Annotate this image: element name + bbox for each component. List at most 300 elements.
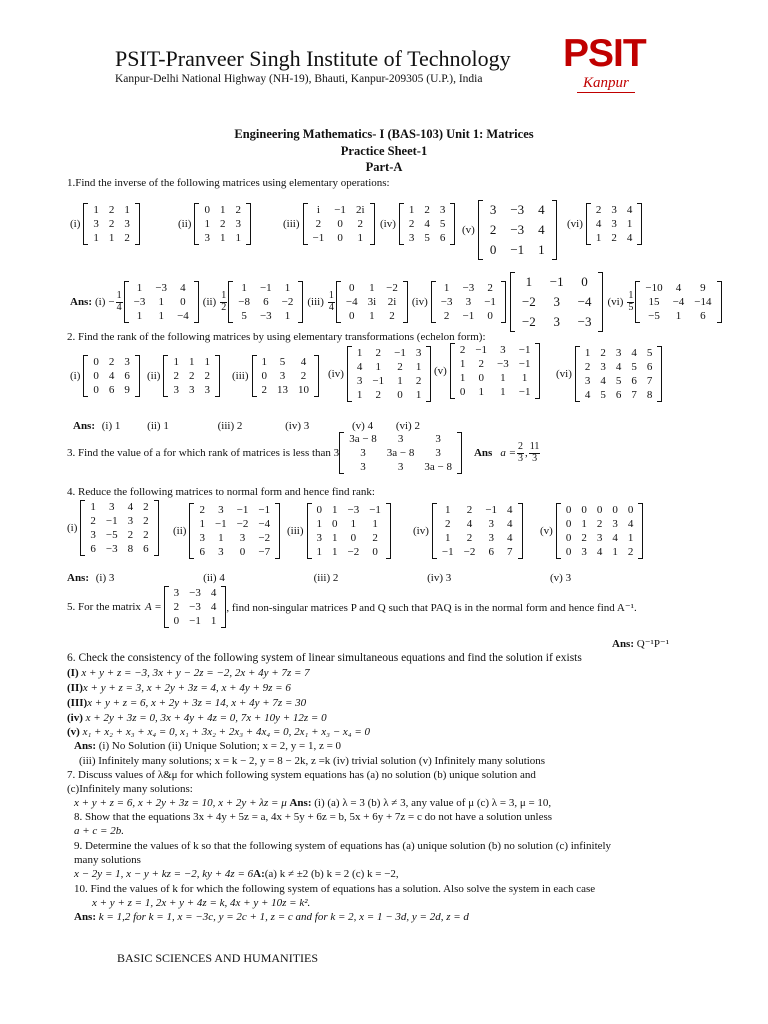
q2-label: (iii) [232, 370, 249, 382]
matrix-cell: 0 [173, 615, 180, 627]
matrix-row [437, 545, 518, 559]
matrix-cell: 0 [261, 370, 267, 382]
matrix-cell: 3 [611, 218, 617, 230]
matrix-row [129, 295, 194, 309]
matrix-row [436, 295, 501, 309]
matrix-cell: −1 [484, 296, 496, 308]
matrix-cell: 2 [173, 601, 180, 613]
q6-system: (iv) x + 2y + 3z = 0, 3x + 4y + 4z = 0, 7x + 10y + 12z = 0 [67, 712, 327, 724]
matrix-cell: 4 [612, 532, 618, 544]
matrix-cell: 4 [595, 218, 602, 230]
matrix-row [515, 292, 599, 312]
matrix-row [437, 531, 518, 545]
matrix-cell: 13 [277, 384, 288, 396]
matrix-cell: 0 [349, 310, 355, 322]
q9-equations: x − 2y = 1, x − y + kz = −2, ky + 4z = 6A:(a) k ≠ ±2 (b) k = 2 (c) k = −2, [74, 868, 399, 880]
matrix-cell: 2 [300, 370, 307, 382]
matrix-cell: 2 [596, 518, 603, 530]
matrix-cell: −2 [463, 546, 476, 558]
matrix-cell: 2 [204, 370, 210, 382]
matrix-cell: 2 [315, 218, 322, 230]
matrix-row [561, 503, 639, 517]
matrix-cell: 0 [349, 282, 355, 294]
matrix-cell: 3 [173, 384, 179, 396]
matrix-row [437, 517, 518, 531]
matrix-cell: 3a − 8 [349, 433, 377, 445]
matrix-row [591, 231, 638, 245]
matrix-row [580, 360, 658, 374]
matrix [83, 355, 140, 397]
matrix-row [194, 545, 275, 559]
matrix-cell: 1 [332, 532, 338, 544]
q10-text: 10. Find the values of k for which the following system of equations has a solution. Also solve the system in each case [74, 883, 596, 895]
matrix-row [308, 203, 370, 217]
matrix-cell: 1 [459, 372, 466, 384]
matrix-cell: 4 [626, 204, 633, 216]
matrix-cell: 1 [284, 282, 291, 294]
ans-label: Ans: [73, 420, 96, 432]
matrix-cell: 1 [173, 356, 179, 368]
institute-name: PSIT-Pranveer Singh Institute of Technology [115, 46, 511, 71]
matrix-cell: 3 [439, 204, 446, 216]
matrix-cell: −2 [521, 294, 536, 309]
matrix-cell: 0 [565, 518, 572, 530]
matrix-row [169, 586, 222, 600]
matrix-cell: 2 [108, 218, 115, 230]
answer: (i) 3 [95, 572, 115, 584]
matrix-row [404, 231, 451, 245]
matrix-cell: 2 [478, 358, 484, 370]
part-title: Part-A [365, 160, 403, 174]
q5 [67, 586, 637, 628]
matrix-row [352, 346, 426, 360]
matrix-row [561, 517, 639, 531]
matrix-row [515, 272, 599, 292]
q10-equations: x + y + z = 1, 2x + y + 4z = k, 4x + y + 10z = k². [92, 897, 311, 909]
q4-label: (iv) [413, 525, 429, 537]
matrix-row [88, 355, 135, 369]
matrix-cell: 4 [538, 222, 545, 237]
matrix-cell: 3 [435, 447, 441, 459]
matrix-cell: 0 [487, 310, 493, 322]
matrix-cell: 3a − 8 [386, 447, 415, 459]
course-title: Engineering Mathematics- I (BAS-103) Unit 1: Matrices [234, 127, 534, 141]
matrix-cell: 1 [627, 532, 634, 544]
matrix-cell: −1 [236, 504, 249, 516]
matrix-cell: 3 [90, 529, 96, 541]
answer: (v) 3 [550, 572, 572, 584]
matrix-cell: 3 [489, 202, 497, 217]
matrix-cell: 1 [158, 310, 164, 322]
matrix [163, 355, 220, 397]
matrix-cell: 2 [173, 370, 179, 382]
matrix-cell: 1 [284, 310, 291, 322]
matrix-cell: 4 [424, 218, 430, 230]
matrix-cell: 2 [581, 532, 587, 544]
matrix-cell: −3 [133, 296, 146, 308]
matrix-cell: −4 [177, 310, 189, 322]
matrix-row [308, 217, 370, 231]
matrix-row [88, 231, 135, 245]
matrix-row [312, 545, 386, 559]
matrix-cell: −4 [577, 294, 592, 309]
q6-answer-2: (iii) Infinitely many solutions; x = k − 2, y = 8 − 2k, z =k (iv) trivial solution (v) Infinitely many solutions [79, 755, 546, 767]
answer: (i) 1 [101, 420, 121, 432]
matrix-grid [199, 203, 246, 245]
q7-text-2: (c)Infinitely many solutions: [67, 783, 193, 795]
logo-subtext: Kanpur [577, 75, 635, 93]
matrix-cell: −3 [155, 282, 168, 294]
matrix-cell: 1 [108, 232, 115, 244]
q6-system: (v) x₁ + x₂ + x₃ + x₄ = 0, x₁ + 3x₂ + 2x₃ + 4x₄ = 0, 2x₁ + x₃ − x₄ = 0 [67, 726, 371, 738]
matrix-grid [436, 281, 501, 323]
matrix-cell: 9 [124, 384, 130, 396]
matrix-cell: 2 [424, 204, 430, 216]
matrix-cell: −1 [518, 386, 531, 398]
ans-index: (iii) [307, 296, 324, 308]
matrix-cell: 3 [584, 375, 591, 387]
logo-text: PSIT [563, 32, 646, 75]
matrix-cell: −10 [645, 282, 663, 294]
matrix-cell: 1 [199, 518, 205, 530]
q2-text: 2. Find the rank of the following matrices by using elementary transformations (echelon form): [67, 331, 486, 343]
matrix-cell: 6 [700, 310, 706, 322]
matrix-row [344, 446, 457, 460]
matrix-cell: 4 [627, 518, 634, 530]
matrix-cell: −3 [440, 296, 453, 308]
matrix-row [640, 309, 716, 323]
matrix-grid [561, 503, 639, 559]
matrix-cell: 3 [218, 504, 224, 516]
matrix-grid [194, 503, 275, 559]
matrix-cell: −3 [105, 543, 118, 555]
matrix-cell: 4 [675, 282, 682, 294]
matrix-cell: −3 [189, 601, 201, 613]
q2-item [70, 355, 140, 397]
matrix-cell: −4 [672, 296, 685, 308]
matrix-cell: 1 [219, 232, 226, 244]
matrix-row [580, 374, 658, 388]
matrix-cell: −1 [105, 515, 118, 527]
matrix-cell: 3 [415, 347, 422, 359]
matrix-cell: −2 [386, 282, 398, 294]
matrix-cell: −14 [694, 296, 712, 308]
matrix-row [344, 460, 457, 474]
matrix-row [341, 309, 403, 323]
matrix-cell: −1 [485, 504, 498, 516]
matrix-cell: 2 [108, 204, 115, 216]
matrix-cell: 4 [108, 370, 115, 382]
matrix-cell: −1 [334, 204, 346, 216]
q4-item [413, 503, 523, 559]
q7-text: 7. Discuss values of λ&μ for which following system equations has (a) no solution (b) unique solution and [67, 769, 536, 781]
q4-item [287, 503, 391, 559]
matrix-cell: 7 [507, 546, 513, 558]
matrix-row [312, 517, 386, 531]
matrix-row [352, 374, 426, 388]
matrix-cell: 1 [332, 504, 338, 516]
matrix-cell: 1 [188, 356, 195, 368]
matrix-cell: 0 [565, 546, 572, 558]
fraction: $\frac{1}{2}$ [221, 290, 227, 313]
matrix-cell: 1 [357, 232, 363, 244]
matrix-cell: 5 [600, 389, 606, 401]
matrix-cell: −5 [105, 529, 118, 541]
matrix-cell: −1 [259, 282, 272, 294]
matrix-cell: −1 [475, 344, 488, 356]
matrix-grid [515, 272, 599, 332]
matrix-cell: 0 [180, 296, 186, 308]
matrix-cell: 0 [397, 389, 403, 401]
matrix-cell: 1 [93, 232, 99, 244]
matrix-cell: 3 [356, 375, 363, 387]
matrix-cell: 6 [108, 384, 115, 396]
matrix-cell: 2 [397, 361, 403, 373]
matrix-cell: −3 [259, 310, 272, 322]
matrix-cell: −2 [236, 518, 249, 530]
matrix-row [257, 369, 315, 383]
matrix-cell: 3 [360, 447, 366, 459]
matrix-cell: 3 [360, 461, 366, 473]
matrix-cell: −2 [521, 314, 536, 329]
answer-matrix [510, 272, 604, 332]
matrix-cell: 3 [581, 546, 587, 558]
q4-item [173, 503, 280, 559]
q9-text-2: many solutions [74, 854, 141, 866]
q2-label: (v) [434, 365, 447, 377]
q1-item [380, 203, 455, 245]
matrix-row [169, 600, 222, 614]
matrix-cell: 2 [90, 515, 96, 527]
q4-label: (iii) [287, 525, 304, 537]
answer: (iii) 2 [313, 572, 339, 584]
matrix-row [233, 281, 298, 295]
matrix-cell: 1 [219, 204, 226, 216]
matrix-cell: 2 [372, 532, 378, 544]
q2-label: (vi) [556, 368, 572, 380]
matrix-cell: 2 [143, 515, 149, 527]
fraction: $\frac{11}{3}$ [529, 441, 540, 464]
matrix-row [257, 383, 315, 397]
q1-text: 1.Find the inverse of the following matrices using elementary operations: [67, 177, 390, 189]
matrix [575, 346, 663, 402]
answer: (ii) 4 [203, 572, 225, 584]
matrix-cell: 2 [445, 518, 451, 530]
matrix [339, 432, 462, 474]
matrix-grid [437, 503, 518, 559]
matrix-cell: 1 [316, 518, 322, 530]
q7-equations: x + y + z = 6, x + 2y + 3z = 10, x + 2y + λz = μ Ans: (i) (a) λ = 3 (b) λ ≠ 3, any value of μ (c) λ = 3, μ = 10, [74, 797, 552, 809]
matrix-cell: 4 [210, 587, 217, 599]
matrix-cell: 0 [337, 218, 343, 230]
matrix-cell: 4 [127, 501, 134, 513]
matrix-cell: 4 [356, 361, 363, 373]
matrix-cell: 1 [443, 282, 450, 294]
answer: (vi) 2 [395, 420, 420, 432]
matrix-grid [88, 355, 135, 397]
ans-index: (ii) [202, 296, 217, 308]
matrix-cell: 3 [316, 532, 322, 544]
matrix-cell: −1 [462, 310, 475, 322]
matrix-cell: 3 [127, 515, 134, 527]
matrix-cell: 0 [350, 532, 357, 544]
matrix-cell: 0 [478, 372, 484, 384]
matrix-cell: 1 [235, 232, 241, 244]
matrix-cell: −8 [238, 296, 250, 308]
q2-item [556, 346, 662, 402]
matrix [478, 200, 557, 260]
matrix-cell: 2 [487, 282, 493, 294]
q4-item [540, 503, 643, 559]
matrix-cell: −7 [258, 546, 271, 558]
matrix-cell: 8 [127, 543, 134, 555]
matrix-row [341, 295, 403, 309]
q2-item [232, 355, 319, 397]
matrix-cell: −2 [281, 296, 294, 308]
q4-label: (i) [67, 522, 78, 534]
matrix-cell: −1 [549, 274, 564, 289]
matrix-row [352, 360, 426, 374]
answer: (iii) 2 [217, 420, 243, 432]
matrix-cell: 1 [136, 310, 143, 322]
q1-item [178, 203, 251, 245]
q6-text: 6. Check the consistency of the following system of linear simultaneous equations and find the solution if exists [67, 652, 582, 664]
matrix-cell: −1 [518, 358, 531, 370]
q5-tail: , find non-singular matrices P and Q such that PAQ is in the normal form and hence find A⁻¹. [226, 601, 637, 614]
matrix-row [88, 383, 135, 397]
matrix-cell: 6 [631, 375, 637, 387]
matrix-grid [640, 281, 716, 323]
matrix-row [344, 432, 457, 446]
matrix-cell: −3 [189, 587, 201, 599]
matrix-row [591, 203, 638, 217]
matrix [432, 503, 523, 559]
matrix-row [168, 355, 215, 369]
matrix-cell: −3 [577, 314, 592, 329]
matrix-cell: 1 [158, 296, 164, 308]
matrix-cell: −5 [648, 310, 660, 322]
matrix-cell: 3 [188, 384, 195, 396]
matrix-cell: 0 [489, 242, 497, 257]
matrix-cell: 3 [173, 587, 180, 599]
matrix-row [257, 355, 315, 369]
q4-item [67, 500, 159, 556]
matrix-cell: 4 [507, 532, 513, 544]
matrix-cell: 1 [90, 501, 96, 513]
matrix-cell: 1 [415, 389, 422, 401]
matrix-cell: 6 [488, 546, 494, 558]
matrix-cell: 4 [538, 202, 545, 217]
matrix-cell: 1 [626, 218, 633, 230]
ans-label: Ans: [612, 638, 635, 650]
matrix [164, 586, 227, 628]
q2-label: (i) [70, 370, 81, 382]
matrix-cell: 2 [600, 347, 606, 359]
matrix-cell: 2 [199, 504, 205, 516]
matrix [303, 203, 375, 245]
matrix-cell: 4 [596, 546, 603, 558]
matrix-cell: 6 [90, 543, 96, 555]
matrix-cell: 4 [507, 504, 513, 516]
matrix-row [483, 220, 552, 240]
matrix-cell: −1 [394, 347, 406, 359]
matrix-cell: 1 [415, 361, 422, 373]
q8-text: 8. Show that the equations 3x + 4y + 5z = a, 4x + 5y + 6z = b, 5x + 6y + 7z = c do not have a solution unless [74, 811, 553, 823]
matrix-cell: 0 [565, 504, 572, 516]
matrix-grid [168, 355, 215, 397]
matrix-grid [341, 281, 403, 323]
matrix-row [404, 217, 451, 231]
matrix-cell: 3 [408, 232, 415, 244]
matrix-grid [88, 203, 135, 245]
q1-label: (i) [70, 218, 81, 230]
q6-system: (III)x + y + z = 6, x + 2y + 3z = 14, x + 4y + 7z = 30 [67, 697, 307, 709]
matrix-row [483, 240, 552, 260]
matrix [586, 203, 643, 245]
q5-text: 5. For the matrix [67, 601, 141, 613]
matrix-cell: 2 [489, 222, 497, 237]
matrix-cell: −1 [189, 615, 201, 627]
matrix-cell: 3 [204, 384, 210, 396]
matrix-row [194, 503, 275, 517]
matrix [307, 503, 391, 559]
matrix-cell: 3 [397, 433, 404, 445]
matrix-cell: 2 [595, 204, 602, 216]
matrix-cell: 2 [375, 347, 381, 359]
matrix-cell: 1 [595, 232, 602, 244]
matrix-row [88, 217, 135, 231]
matrix-cell: 5 [424, 232, 430, 244]
matrix-cell: 3a − 8 [424, 461, 452, 473]
matrix-row [436, 309, 501, 323]
matrix-cell: 1 [204, 356, 210, 368]
matrix-cell: 0 [93, 384, 99, 396]
matrix-cell: −3 [497, 358, 509, 370]
matrix [347, 346, 431, 402]
matrix-cell: 6 [143, 543, 149, 555]
matrix-row [483, 200, 552, 220]
matrix-row [640, 281, 716, 295]
q9-text: 9. Determine the values of k so that the following system of equations has (a) unique solution (b) no solution (c) infinitely [74, 840, 612, 852]
matrix-cell: 3 [124, 218, 130, 230]
matrix-cell: 1 [375, 361, 381, 373]
q5-answer [612, 637, 669, 650]
matrix-cell: 2 [375, 389, 381, 401]
matrix-row [515, 312, 599, 332]
matrix-cell: 1 [204, 218, 210, 230]
matrix-cell: 0 [239, 546, 246, 558]
matrix-cell: 2 [127, 529, 134, 541]
q4-label: (ii) [173, 525, 187, 537]
q1-item [462, 200, 557, 260]
matrix-cell: 4 [210, 601, 217, 613]
matrix-cell: 1 [369, 282, 375, 294]
matrix-row [85, 500, 153, 514]
matrix-cell: 2 [443, 310, 450, 322]
matrix-cell: 1 [356, 347, 363, 359]
matrix-cell: 2 [627, 546, 634, 558]
matrix-cell: 1 [241, 282, 247, 294]
matrix-row [455, 357, 536, 371]
matrix-cell: 3 [611, 204, 617, 216]
matrix-cell: 5 [279, 356, 286, 368]
matrix-cell: −2 [258, 532, 271, 544]
matrix-cell: 3 [93, 218, 99, 230]
matrix-cell: 3 [600, 361, 606, 373]
matrix-cell: 7 [646, 375, 653, 387]
matrix-cell: 1 [500, 386, 506, 398]
matrix-cell: 3 [465, 296, 472, 308]
